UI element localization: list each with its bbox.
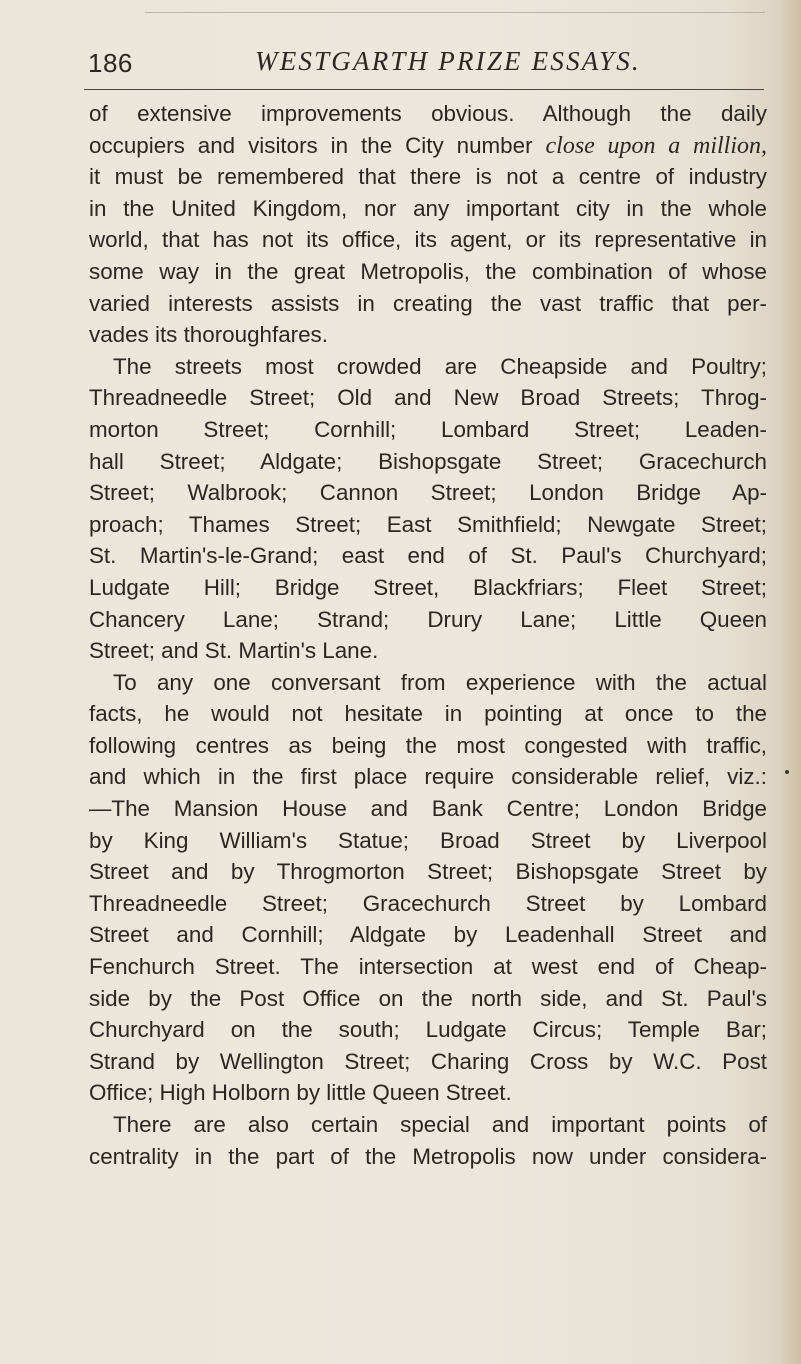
- text-line: The streets most crowded are Cheapside and Poultry;: [113, 353, 767, 379]
- text-line: Threadneedle Street; Old and New Broad Streets; Throg-: [89, 385, 767, 411]
- text-line: Fenchurch Street. The intersection at west end of Cheap-: [89, 954, 767, 980]
- text-line: some way in the great Metropolis, the combination of whose: [89, 258, 767, 284]
- page-header: [88, 46, 768, 86]
- text-line: facts, he would not hesitate in pointing at once to the: [89, 701, 767, 727]
- text-line: Strand by Wellington Street; Charing Cross by W.C. Post: [89, 1048, 767, 1074]
- header-rule: [84, 89, 764, 90]
- text-line: varied interests assists in creating the vast traffic that per-: [89, 290, 767, 316]
- text-line: and which in the first place require considerable relief, viz.:: [89, 764, 767, 790]
- text-line: following centres as being the most congested with traffic,: [89, 732, 767, 758]
- text-line: in the United Kingdom, nor any important city in the whole: [89, 195, 767, 221]
- body-text: [89, 98, 767, 1172]
- text-line: Office; High Holborn by little Queen Street.: [89, 1080, 512, 1106]
- text-line: There are also certain special and important points of: [113, 1112, 767, 1137]
- text-line: proach; Thames Street; East Smithfield; Newgate Street;: [89, 511, 767, 537]
- text-line: —The Mansion House and Bank Centre; London Bridge: [89, 796, 767, 822]
- text-line: Chancery Lane; Strand; Drury Lane; Little Queen: [89, 606, 767, 632]
- text-line: by King William's Statue; Broad Street by Liverpool: [89, 827, 767, 853]
- page-number: 186: [88, 48, 133, 78]
- running-title: WESTGARTH PRIZE ESSAYS.: [255, 46, 641, 76]
- text-line: hall Street; Aldgate; Bishopsgate Street; Gracechurch: [89, 448, 767, 474]
- text-line-segment: occupiers and visitors in the City number: [89, 132, 546, 158]
- text-line: centrality in the part of the Metropolis now under considera-: [89, 1143, 767, 1169]
- text-line: To any one conversant from experience with the actual: [113, 669, 767, 695]
- page-edge-shadow: [779, 0, 801, 1364]
- text-line: vades its thoroughfares.: [89, 322, 328, 348]
- text-line: Street; and St. Martin's Lane.: [89, 638, 379, 664]
- italic-phrase: close upon a million,: [545, 132, 767, 159]
- text-line: world, that has not its office, its agent, or its representative in: [89, 227, 767, 253]
- text-line: it must be remembered that there is not a centre of industry: [89, 164, 767, 190]
- text-line: [89, 130, 767, 162]
- text-line: St. Martin's-le-Grand; east end of St. Paul's Churchyard;: [89, 543, 767, 569]
- text-line: Street; Walbrook; Cannon Street; London Bridge Ap-: [89, 480, 767, 506]
- faint-top-rule: [145, 12, 765, 13]
- text-line: morton Street; Cornhill; Lombard Street; Leaden-: [89, 416, 767, 442]
- text-line: Street and Cornhill; Aldgate by Leadenhall Street and: [89, 922, 767, 948]
- text-line: Street and by Throgmorton Street; Bishopsgate Street by: [89, 859, 767, 885]
- text-line: Churchyard on the south; Ludgate Circus; Temple Bar;: [89, 1017, 767, 1043]
- ink-speck: [785, 770, 789, 774]
- text-line: of extensive improvements obvious. Although the daily: [89, 101, 767, 126]
- text-line: Ludgate Hill; Bridge Street, Blackfriars; Fleet Street;: [89, 574, 767, 600]
- text-line: Threadneedle Street; Gracechurch Street by Lombard: [89, 890, 767, 916]
- text-line: side by the Post Office on the north side, and St. Paul's: [89, 985, 767, 1011]
